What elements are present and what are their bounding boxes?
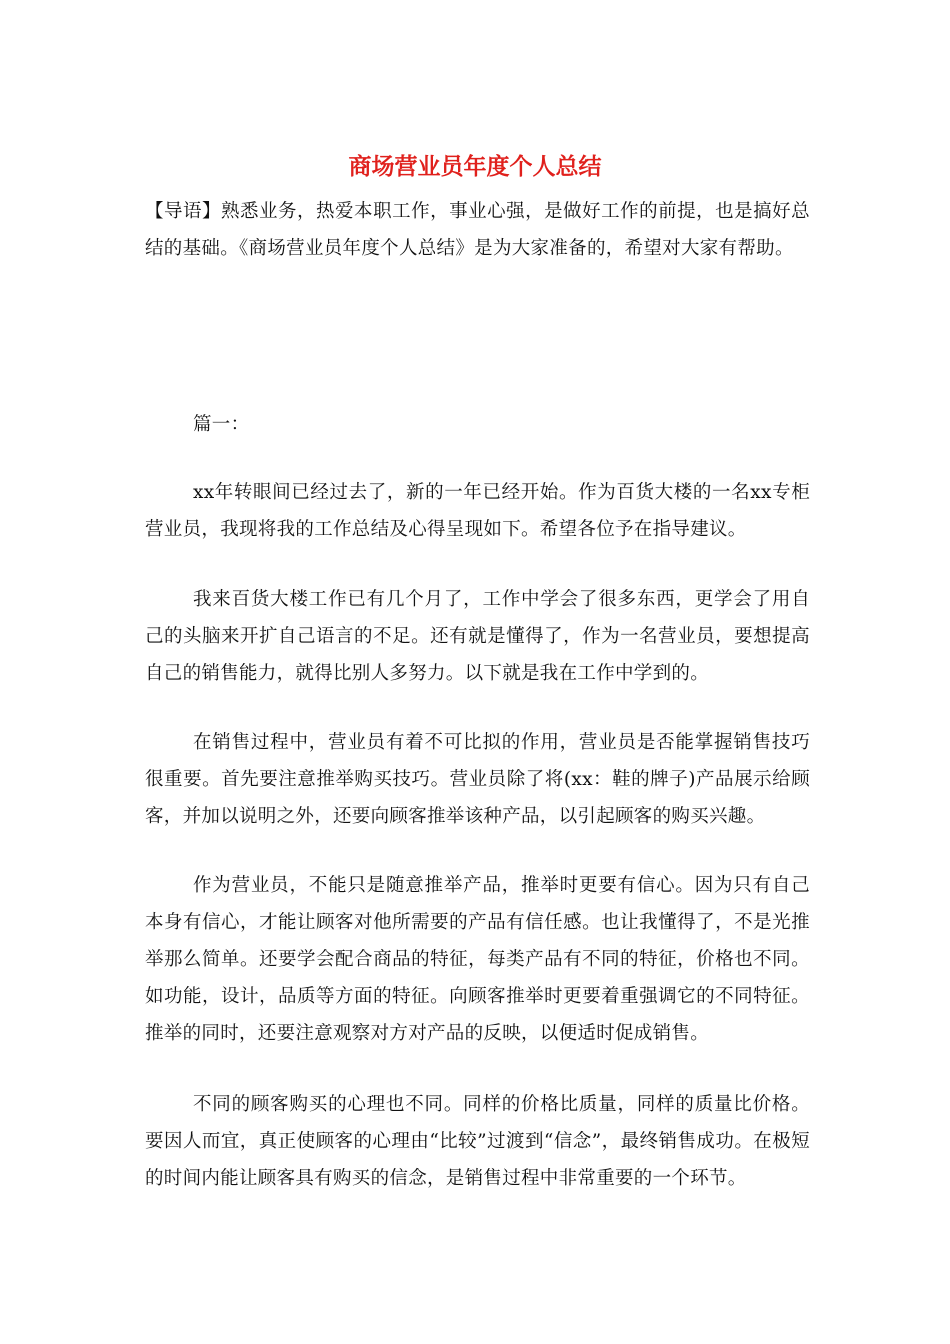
body-paragraph-5: 不同的顾客购买的心理也不同。同样的价格比质量，同样的质量比价格。要因人而宜，真正使顾客的心理由“比较”过渡到“信念”，最终销售成功。在极短的时间内能让顾客具有购买的信念，是销售过程中非常重要的一个环节。 <box>145 1094 810 1189</box>
intro-paragraph: 【导语】熟悉业务，热爱本职工作，事业心强，是做好工作的前提，也是搞好总结的基础。《商场营业员年度个人总结》是为大家准备的，希望对大家有帮助。 <box>145 201 810 259</box>
body-paragraph-1: xx年转眼间已经过去了，新的一年已经开始。作为百货大楼的一名xx专柜营业员，我现将我的工作总结及心得呈现如下。希望各位予在指导建议。 <box>145 482 810 540</box>
document-title: 商场营业员年度个人总结 <box>348 154 602 180</box>
body-paragraph-4: 作为营业员，不能只是随意推举产品，推举时更要有信心。因为只有自己本身有信心，才能让顾客对他所需要的产品有信任感。也让我懂得了，不是光推举那么简单。还要学会配合商品的特征，每类产品有不同的特征，价格也不同。如功能，设计，品质等方面的特征。向顾客推举时更要着重强调它的不同特征。推举的同时，还要注意观察对方对产品的反映，以便适时促成销售。 <box>145 875 810 1044</box>
body-paragraph-2: 我来百货大楼工作已有几个月了，工作中学会了很多东西，更学会了用自己的头脑来开扩自己语言的不足。还有就是懂得了，作为一名营业员，要想提高自己的销售能力，就得比别人多努力。以下就是我在工作中学到的。 <box>145 589 810 684</box>
body-paragraph-3: 在销售过程中，营业员有着不可比拟的作用，营业员是否能掌握销售技巧很重要。首先要注意推举购买技巧。营业员除了将(xx：鞋的牌子)产品展示给顾客，并加以说明之外，还要向顾客推举该种产品，以引起顾客的购买兴趣。 <box>145 732 810 827</box>
section-label: 篇一： <box>193 414 250 435</box>
